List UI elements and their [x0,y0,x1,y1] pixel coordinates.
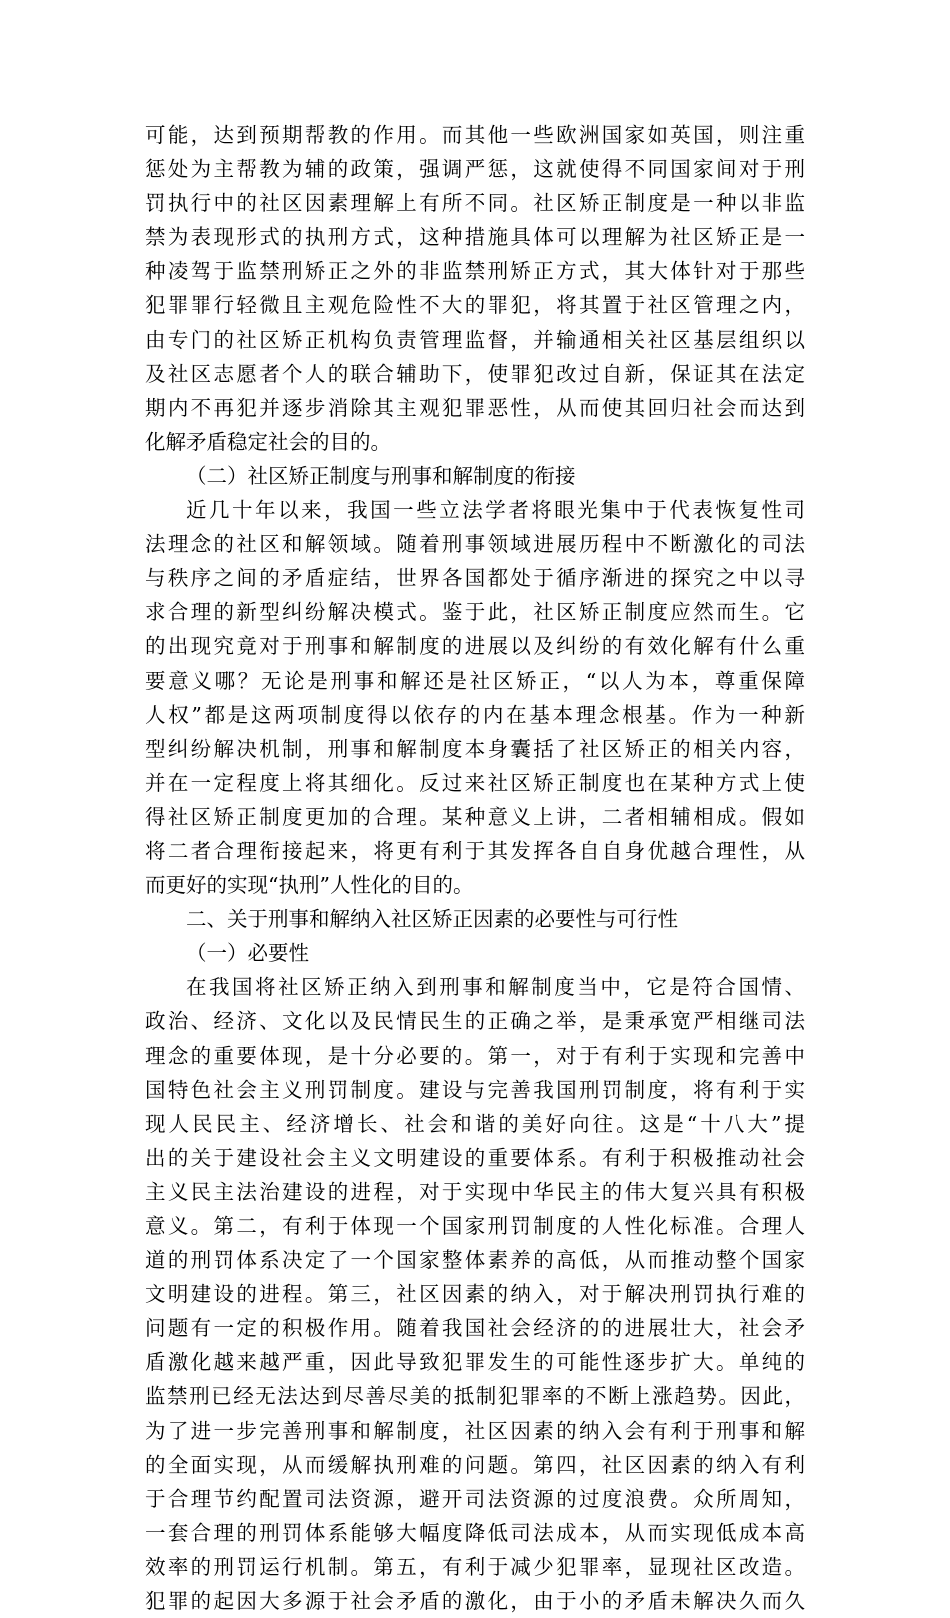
text-line: 一套合理的刑罚体系能够大幅度降低司法成本，从而实现低成本高 [145,1520,805,1545]
text-line: 并在一定程度上将其细化。反过来社区矫正制度也在某种方式上使 [145,770,805,795]
text-line: 在我国将社区矫正纳入到刑事和解制度当中，它是符合国情、 [186,975,805,1000]
text-line: 求合理的新型纠纷解决模式。鉴于此，社区矫正制度应然而生。它 [145,600,805,625]
text-line: 化解矛盾稳定社会的目的。 [145,429,391,454]
text-line: 禁为表现形式的执刑方式，这种措施具体可以理解为社区矫正是一 [145,225,805,250]
text-line: 要意义哪？无论是刑事和解还是社区矫正，“以人为本，尊重保障 [145,668,805,693]
text-line: 近几十年以来，我国一些立法学者将眼光集中于代表恢复性司 [186,498,805,523]
text-line: 期内不再犯并逐步消除其主观犯罪恶性，从而使其回归社会而达到 [145,395,805,420]
text-line: 政治、经济、文化以及民情民生的正确之举，是秉承宽严相继司法 [145,1009,805,1034]
text-line: 盾激化越来越严重，因此导致犯罪发生的可能性逐步扩大。单纯的 [145,1350,805,1375]
text-line: 型纠纷解决机制，刑事和解制度本身囊括了社区矫正的相关内容， [145,736,805,761]
text-line: 惩处为主帮教为辅的政策，强调严惩，这就使得不同国家间对于刑 [145,157,805,182]
text-line: 现人民民主、经济增长、社会和谐的美好向往。这是“十八大”提 [145,1111,805,1136]
text-line: 主义民主法治建设的进程，对于实现中华民主的伟大复兴具有积极 [145,1179,805,1204]
text-line: 人权”都是这两项制度得以依存的内在基本理念根基。作为一种新 [145,702,805,727]
text-line: 种凌驾于监禁刑矫正之外的非监禁刑矫正方式，其大体针对于那些 [145,259,805,284]
text-line: 出的关于建设社会主义文明建设的重要体系。有利于积极推动社会 [145,1145,805,1170]
document-page [145,118,805,1618]
text-line: 犯罪罪行轻微且主观危险性不大的罪犯，将其置于社区管理之内， [145,293,805,318]
text-line: 道的刑罚体系决定了一个国家整体素养的高低，从而推动整个国家 [145,1248,805,1273]
text-line: 文明建设的进程。第三，社区因素的纳入，对于解决刑罚执行难的 [145,1282,805,1307]
text-line: 得社区矫正制度更加的合理。某种意义上讲，二者相辅相成。假如 [145,804,805,829]
text-line: 与秩序之间的矛盾症结，世界各国都处于循序渐进的探究之中以寻 [145,566,805,591]
text-line: 的全面实现，从而缓解执刑难的问题。第四，社区因素的纳入有利 [145,1452,805,1477]
text-line: 监禁刑已经无法达到尽善尽美的抵制犯罪率的不断上涨趋势。因此， [145,1384,805,1409]
text-line: 而更好的实现“执刑”人性化的目的。 [145,873,474,898]
text-line: 于合理节约配置司法资源，避开司法资源的过度浪费。众所周知， [145,1486,805,1511]
text-line: 及社区志愿者个人的联合辅助下，使罪犯改过自新，保证其在法定 [145,361,805,386]
section-heading: 二、关于刑事和解纳入社区矫正因素的必要性与可行性 [186,907,678,932]
text-line: 的出现究竟对于刑事和解制度的进展以及纠纷的有效化解有什么重 [145,634,805,659]
text-line: 将二者合理衔接起来，将更有利于其发挥各自自身优越合理性，从 [145,838,805,863]
text-line: 法理念的社区和解领域。随着刑事领域进展历程中不断激化的司法 [145,532,805,557]
section-heading: （二）社区矫正制度与刑事和解制度的衔接 [186,463,576,488]
text-line: 由专门的社区矫正机构负责管理监督，并输通相关社区基层组织以 [145,327,805,352]
text-line: 罚执行中的社区因素理解上有所不同。社区矫正制度是一种以非监 [145,191,805,216]
text-line: 理念的重要体现，是十分必要的。第一，对于有利于实现和完善中 [145,1043,805,1068]
text-line: 问题有一定的积极作用。随着我国社会经济的的进展壮大，社会矛 [145,1316,805,1341]
text-line: 犯罪的起因大多源于社会矛盾的激化，由于小的矛盾未解决久而久 [145,1589,805,1614]
section-heading: （一）必要性 [186,941,309,966]
text-line: 可能，达到预期帮教的作用。而其他一些欧洲国家如英国，则注重 [145,123,805,147]
text-line: 效率的刑罚运行机制。第五，有利于减少犯罪率，显现社区改造。 [145,1554,805,1579]
text-line: 国特色社会主义刑罚制度。建设与完善我国刑罚制度，将有利于实 [145,1077,805,1102]
text-line: 为了进一步完善刑事和解制度，社区因素的纳入会有利于刑事和解 [145,1418,805,1443]
text-line: 意义。第二，有利于体现一个国家刑罚制度的人性化标准。合理人 [145,1214,805,1238]
